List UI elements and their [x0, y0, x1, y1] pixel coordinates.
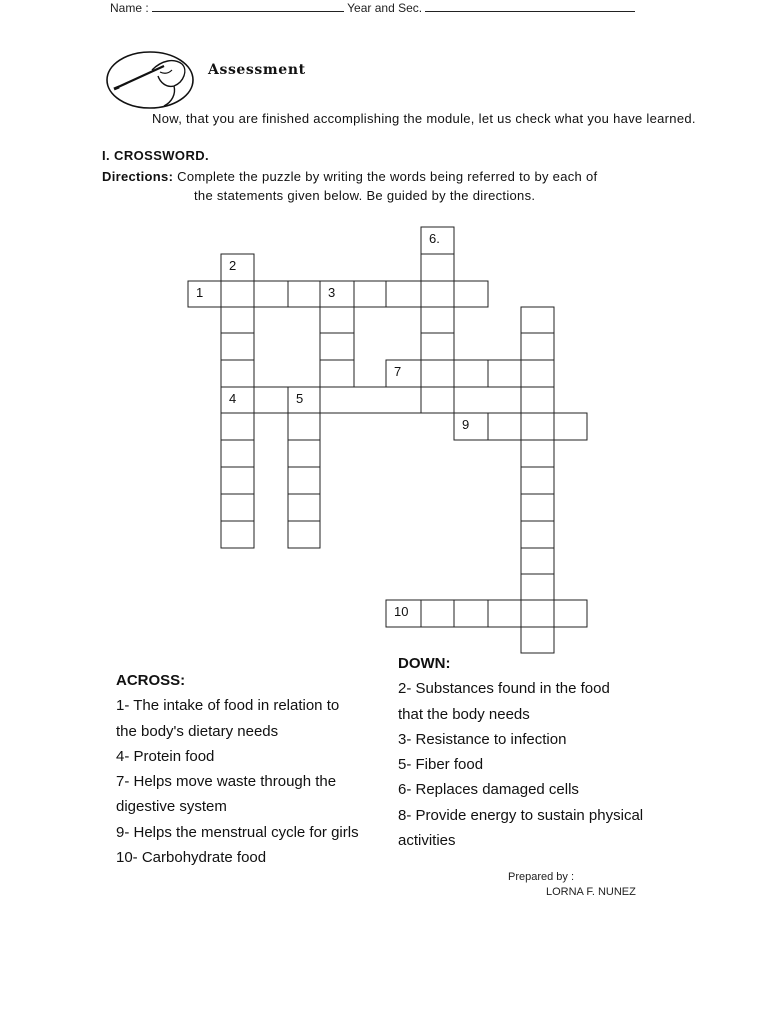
- crossword-cell[interactable]: [454, 600, 488, 627]
- down-clue-line: 6- Replaces damaged cells: [398, 781, 579, 799]
- crossword-cell[interactable]: [288, 521, 320, 548]
- down-clues: [398, 651, 698, 853]
- crossword-cell[interactable]: [421, 387, 454, 413]
- crossword-cell[interactable]: [454, 413, 488, 440]
- crossword-clue-number: 7: [394, 364, 402, 379]
- crossword-cell[interactable]: [320, 281, 354, 307]
- crossword-clue-number: 3: [328, 285, 336, 300]
- crossword-cell[interactable]: [421, 360, 454, 387]
- crossword-cell[interactable]: [521, 600, 554, 627]
- crossword-cell[interactable]: [421, 254, 454, 281]
- down-clue-line: 8- Provide energy to sustain physical: [398, 806, 644, 824]
- crossword-cell[interactable]: [386, 281, 421, 307]
- crossword-cell[interactable]: [521, 467, 554, 494]
- crossword-cell[interactable]: [221, 467, 254, 494]
- crossword-cell[interactable]: [454, 360, 488, 387]
- crossword-cell[interactable]: [421, 307, 454, 333]
- crossword-cell[interactable]: [221, 387, 254, 413]
- across-clue-line: the body's dietary needs: [116, 722, 279, 740]
- crossword-cell[interactable]: [288, 281, 320, 307]
- crossword-cell[interactable]: [521, 627, 554, 653]
- crossword-cell[interactable]: [254, 387, 288, 413]
- crossword-clue-number: 1: [196, 285, 204, 300]
- crossword-cell[interactable]: [521, 307, 554, 333]
- crossword-cell[interactable]: [288, 413, 320, 440]
- crossword-cell[interactable]: [288, 467, 320, 494]
- across-clue-line: 1- The intake of food in relation to: [116, 697, 340, 715]
- crossword-clue-number: 10: [394, 604, 409, 619]
- crossword-cell[interactable]: [221, 440, 254, 467]
- crossword-cell[interactable]: [521, 360, 554, 387]
- section-heading: I. CROSSWORD.: [102, 148, 210, 163]
- name-label: Name :: [110, 1, 149, 15]
- crossword-cell[interactable]: [320, 333, 354, 360]
- down-heading: DOWN:: [398, 655, 451, 672]
- down-clue-line: 2- Substances found in the food: [398, 680, 610, 698]
- crossword-cell[interactable]: [221, 333, 254, 360]
- crossword-cell[interactable]: [320, 360, 354, 387]
- crossword-cell[interactable]: [421, 281, 454, 307]
- crossword-cell[interactable]: [320, 307, 354, 333]
- crossword-clue-number: 5: [296, 391, 304, 406]
- across-heading: ACROSS:: [116, 672, 186, 689]
- crossword-cell[interactable]: [454, 281, 488, 307]
- crossword-cell[interactable]: [521, 440, 554, 467]
- crossword-clue-number: 2: [229, 258, 237, 273]
- crossword-cell[interactable]: [521, 387, 554, 413]
- crossword-cell[interactable]: [221, 413, 254, 440]
- crossword-cell[interactable]: [521, 494, 554, 521]
- crossword-cell[interactable]: [288, 387, 320, 413]
- crossword-cell[interactable]: [421, 600, 454, 627]
- across-clue-line: 9- Helps the menstrual cycle for girls: [116, 823, 359, 841]
- directions-text-line1: Complete the puzzle by writing the words being referred to by each of: [177, 169, 598, 184]
- crossword-cell[interactable]: [354, 281, 386, 307]
- crossword-cell[interactable]: [488, 360, 521, 387]
- crossword-clue-number: 6.: [429, 231, 440, 246]
- crossword-cell[interactable]: [488, 600, 521, 627]
- crossword-cell[interactable]: [288, 494, 320, 521]
- crossword-cell[interactable]: [221, 494, 254, 521]
- crossword-cell[interactable]: [188, 281, 221, 307]
- down-clue-line: 3- Resistance to infection: [398, 730, 567, 748]
- across-clue-line: 10- Carbohydrate food: [116, 849, 267, 867]
- across-clues: [116, 668, 386, 870]
- across-clue-line: 4- Protein food: [116, 747, 215, 765]
- crossword-cell[interactable]: [421, 333, 454, 360]
- crossword-cell[interactable]: [221, 307, 254, 333]
- directions-text-line2: the statements given below. Be guided by the directions.: [194, 188, 536, 203]
- crossword-cell[interactable]: [554, 600, 587, 627]
- crossword-cell[interactable]: [221, 254, 254, 281]
- crossword-cell[interactable]: [254, 281, 288, 307]
- assessment-title: Assessment: [208, 62, 306, 78]
- intro-paragraph: Now, that you are finished accomplishing the module, let us check what you have learned.: [152, 111, 696, 126]
- prepared-by-label: Prepared by :: [508, 871, 575, 883]
- crossword-cell[interactable]: [386, 360, 421, 387]
- crossword-cell[interactable]: [521, 413, 554, 440]
- down-clue-line: activities: [398, 832, 456, 850]
- down-clue-line: 5- Fiber food: [398, 756, 484, 774]
- crossword-cell[interactable]: [521, 333, 554, 360]
- down-clue-line: that the body needs: [398, 705, 530, 723]
- crossword-cell[interactable]: [221, 360, 254, 387]
- crossword-cell[interactable]: [488, 413, 521, 440]
- crossword-clue-number: 4: [229, 391, 237, 406]
- crossword-cell[interactable]: [320, 387, 421, 413]
- crossword-cell[interactable]: [521, 548, 554, 574]
- year-label: Year and Sec.: [347, 1, 423, 15]
- prepared-by-name: LORNA F. NUNEZ: [546, 886, 636, 898]
- across-clue-line: 7- Helps move waste through the: [116, 773, 337, 791]
- crossword-cell[interactable]: [288, 440, 320, 467]
- across-clue-line: digestive system: [116, 798, 227, 816]
- crossword-cell[interactable]: [221, 521, 254, 548]
- crossword-cell[interactable]: [221, 281, 254, 307]
- crossword-cell[interactable]: [521, 574, 554, 600]
- crossword-cell[interactable]: [554, 413, 587, 440]
- directions-label: Directions:: [102, 169, 174, 184]
- crossword-clue-number: 9: [462, 417, 470, 432]
- crossword-cell[interactable]: [521, 521, 554, 548]
